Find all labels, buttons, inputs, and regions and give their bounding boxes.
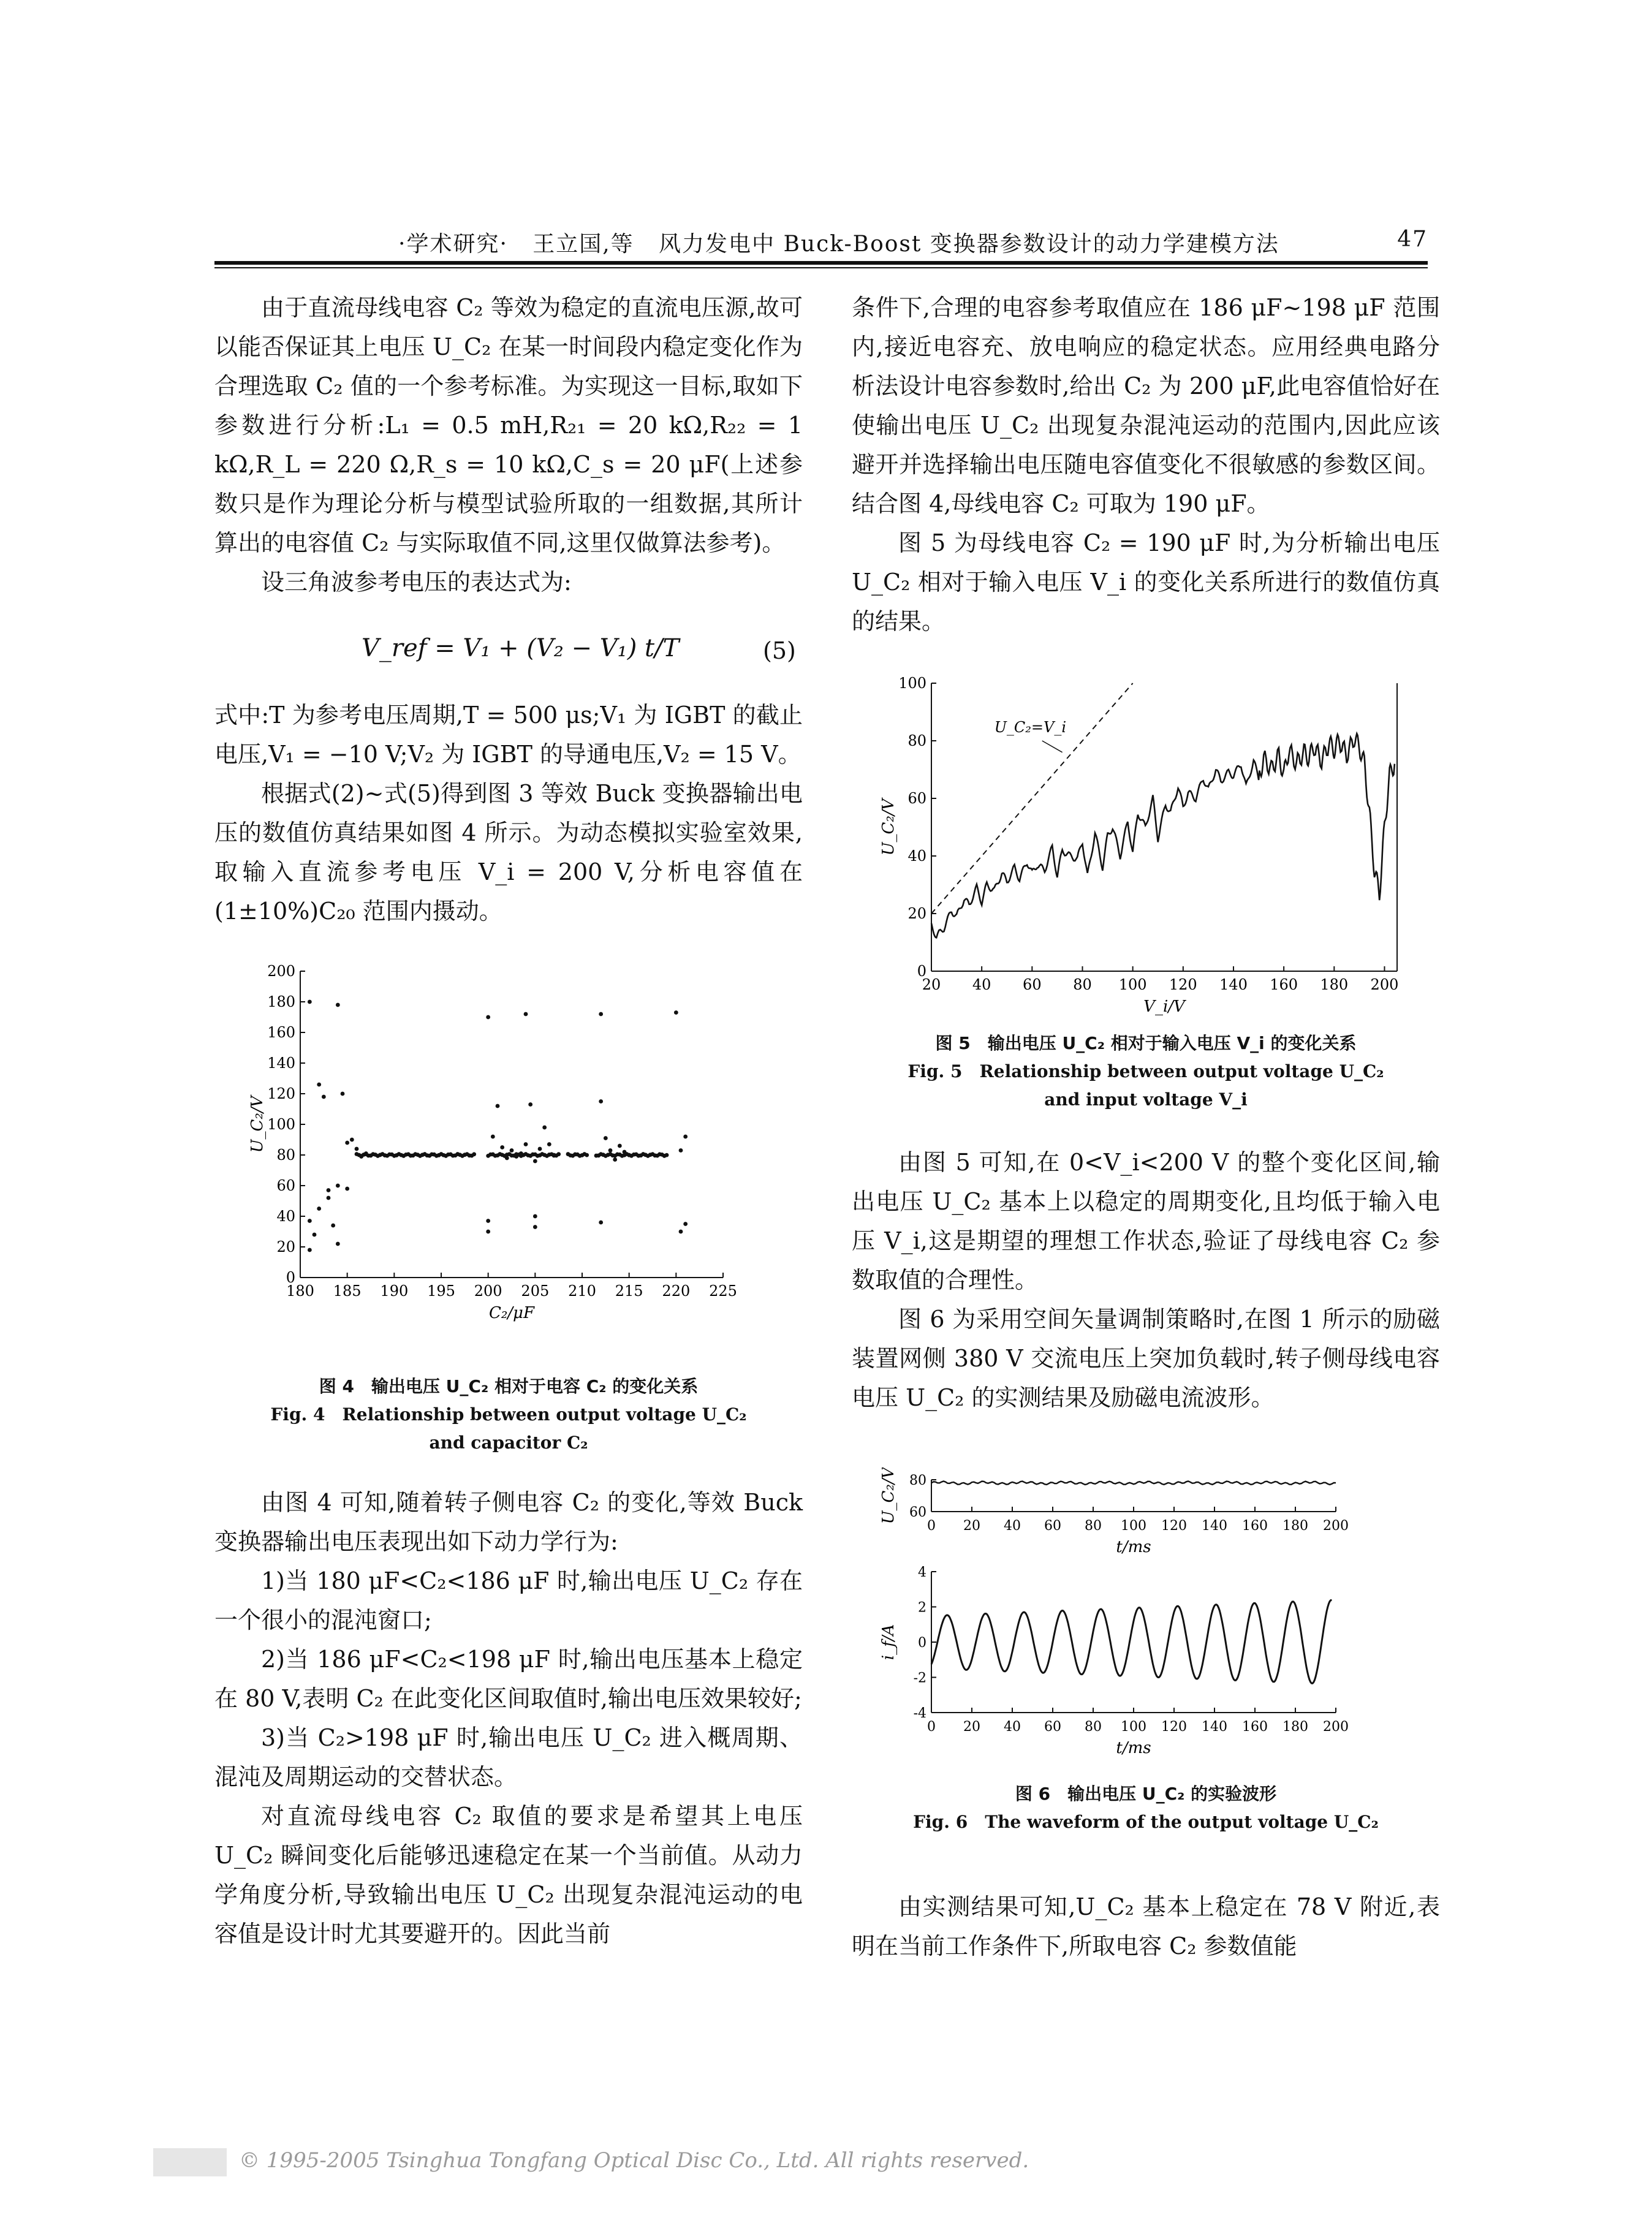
x-tick-label: 160 [1242, 1518, 1268, 1534]
x-tick-label: 100 [1121, 1719, 1146, 1735]
x-tick-label: 40 [972, 976, 991, 993]
y-tick-label: 0 [286, 1269, 295, 1286]
data-point [341, 1092, 345, 1096]
x-tick-label: 200 [474, 1282, 502, 1300]
fig6-caption-cn: 图 6 输出电压 U_C₂ 的实验波形 [1015, 1784, 1277, 1804]
x-tick-label: 100 [1121, 1518, 1146, 1534]
y-axis-label: U_C₂/V [248, 1096, 267, 1153]
paragraph: 对直流母线电容 C₂ 取值的要求是希望其上电压 U_C₂ 瞬间变化后能够迅速稳定在某一个当前值。从动力学角度分析,导致输出电压 U_C₂ 出现复杂混沌运动的电容值是设计时尤其要避开的。因此当前 [214, 1803, 803, 1947]
data-point [585, 1153, 589, 1157]
y-tick-label: 200 [267, 963, 295, 980]
data-point [608, 1148, 613, 1153]
data-point [599, 1099, 603, 1104]
data-point [519, 1151, 523, 1156]
data-point [683, 1222, 688, 1226]
x-tick-label: 140 [1219, 976, 1248, 993]
data-point [486, 1230, 490, 1234]
y-tick-label: 80 [907, 732, 926, 749]
data-point [533, 1159, 537, 1164]
x-tick-label: 20 [922, 976, 941, 993]
x-axis-label: V_i/V [1143, 998, 1185, 1016]
x-tick-label: 180 [286, 1282, 314, 1300]
data-point [331, 1224, 335, 1228]
right-column-bottom [852, 1887, 1440, 1966]
y-tick-label: 180 [267, 993, 295, 1010]
x-tick-label: 80 [1085, 1518, 1102, 1534]
x-tick-label: 20 [963, 1518, 980, 1534]
x-tick-label: 120 [1161, 1719, 1187, 1735]
figure-5-caption [852, 1029, 1440, 1114]
list-item: 1)当 180 μF<C₂<186 μF 时,输出电压 U_C₂ 存在一个很小的混沌窗口; [214, 1567, 803, 1634]
list-item: 2)当 186 μF<C₂<198 μF 时,输出电压基本上稳定在 80 V,表明 C₂ 在此变化区间取值时,输出电压效果较好; [214, 1646, 803, 1712]
x-tick-label: 210 [568, 1282, 596, 1300]
y-tick-label: 120 [267, 1085, 295, 1102]
fig4-caption-cn: 图 4 输出电压 U_C₂ 相对于电容 C₂ 的变化关系 [319, 1376, 699, 1396]
data-point [613, 1157, 617, 1162]
data-point [336, 1184, 340, 1188]
data-point [542, 1126, 547, 1130]
y-tick-label: 40 [907, 847, 926, 865]
x-tick-label: 200 [1370, 976, 1399, 993]
series-line-uc2 [931, 733, 1395, 937]
running-header [214, 222, 1428, 261]
data-point [599, 1012, 603, 1017]
data-point [528, 1102, 532, 1107]
paragraph: 式中:T 为参考电压周期,T = 500 μs;V₁ 为 IGBT 的截止电压,V₁ = −10 V;V₂ 为 IGBT 的导通电压,V₂ = 15 V。 [214, 702, 803, 768]
paragraph: 设三角波参考电压的表达式为: [261, 569, 572, 596]
data-point [496, 1104, 500, 1108]
data-point [364, 1151, 368, 1156]
fig5-caption-en-2: and input voltage V_i [1044, 1089, 1248, 1110]
x-tick-label: 180 [1283, 1719, 1308, 1735]
paragraph: 条件下,合理的电容参考取值应在 186 μF~198 μF 范围内,接近电容充、放电响应的稳定状态。应用经典电路分析法设计电容参数时,给出 C₂ 为 200 μF,此电容值恰好在使输出电压 U_C₂ 出现复杂混沌运动的范围内,因此应该避开并选择输出电压随电容值变化不很敏感的参数区间。结合图 4,母线电容 C₂ 可取为 190 μF。 [852, 294, 1440, 517]
header-section: ·学术研究· [398, 232, 508, 257]
y-tick-label: 20 [907, 905, 926, 922]
data-point [524, 1012, 528, 1017]
x-tick-label: 215 [615, 1282, 643, 1300]
copyright-text: © 1995-2005 Tsinghua Tongfang Optical Disc Co., Ltd. All rights reserved. [239, 2148, 1029, 2173]
fig6-caption-en: Fig. 6 The waveform of the output voltage U_C₂ [913, 1812, 1379, 1832]
paragraph: 根据式(2)~式(5)得到图 3 等效 Buck 变换器输出电压的数值仿真结果如图 4 所示。为动态模拟实验室效果,取输入直流参考电压 V_i = 200 V,分析电容值在(1±10%)C₂₀ 范围内摄动。 [214, 780, 803, 925]
data-point [683, 1135, 688, 1139]
x-tick-label: 140 [1202, 1719, 1227, 1735]
header-rule [214, 261, 1428, 265]
x-tick-label: 120 [1169, 976, 1197, 993]
x-tick-label: 0 [927, 1518, 936, 1534]
x-tick-label: 100 [1118, 976, 1147, 993]
data-point [524, 1142, 528, 1146]
data-point [359, 1154, 363, 1159]
figure-4-chart [233, 959, 772, 1345]
right-column-top [852, 288, 1440, 641]
y-axis-label: i_f/A [879, 1624, 898, 1660]
data-point [327, 1196, 331, 1200]
x-tick-label: 220 [662, 1282, 691, 1300]
page-number: 47 [1397, 227, 1428, 252]
data-point [514, 1154, 518, 1159]
copyright-footer [153, 2145, 1029, 2181]
x-tick-label: 160 [1270, 976, 1298, 993]
data-point [308, 1219, 312, 1223]
x-tick-label: 60 [1044, 1518, 1061, 1534]
figure-5-chart [870, 671, 1422, 1020]
header-authors: 王立国,等 [532, 232, 634, 257]
y-axis-label: U_C₂/V [879, 798, 898, 856]
x-tick-label: 80 [1073, 976, 1092, 993]
data-point [623, 1150, 627, 1154]
x-tick-label: 225 [709, 1282, 737, 1300]
equation: V_ref = V₁ + (V₂ − V₁) t/T [362, 634, 680, 662]
left-column-mid [214, 695, 803, 931]
fig4-caption-en-2: and capacitor C₂ [429, 1433, 588, 1453]
data-point [556, 1152, 561, 1156]
data-point [618, 1144, 622, 1148]
data-point [627, 1153, 631, 1157]
left-column-bottom [214, 1483, 803, 1953]
y-tick-label: 2 [918, 1600, 926, 1616]
x-tick-label: 180 [1320, 976, 1349, 993]
y-tick-label: 100 [267, 1116, 295, 1133]
data-point [674, 1010, 678, 1015]
x-tick-label: 0 [927, 1719, 936, 1735]
data-point [322, 1095, 326, 1099]
paragraph: 图 6 为采用空间矢量调制策略时,在图 1 所示的励磁装置网侧 380 V 交流电压上突加负载时,转子侧母线电容电压 U_C₂ 的实测结果及励磁电流波形。 [852, 1306, 1440, 1411]
data-point [604, 1136, 608, 1140]
x-tick-label: 140 [1202, 1518, 1227, 1534]
x-tick-label: 195 [427, 1282, 455, 1300]
y-tick-label: 0 [917, 963, 926, 980]
figure-6-chart [870, 1467, 1422, 1774]
data-point [317, 1206, 321, 1211]
reference-line-label: U_C₂=V_i [994, 718, 1067, 736]
y-tick-label: 60 [276, 1177, 295, 1194]
x-axis-label: t/ms [1116, 1739, 1151, 1757]
series-line-if [931, 1600, 1332, 1684]
data-point [491, 1135, 495, 1139]
data-point [486, 1219, 490, 1223]
header-rule-thin [214, 267, 1428, 268]
x-axis-label: t/ms [1116, 1538, 1151, 1556]
x-tick-label: 60 [1023, 976, 1042, 993]
data-point [500, 1145, 504, 1149]
y-tick-label: -4 [913, 1706, 926, 1721]
data-point [313, 1233, 317, 1237]
data-point [355, 1147, 359, 1151]
data-point [510, 1148, 514, 1153]
x-tick-label: 200 [1323, 1719, 1349, 1735]
header-run [398, 227, 1279, 258]
data-point [533, 1225, 537, 1229]
paragraph: 由实测结果可知,U_C₂ 基本上稳定在 78 V 附近,表明在当前工作条件下,所取电容 C₂ 参数值能 [852, 1893, 1440, 1959]
data-point [327, 1188, 331, 1192]
data-point [486, 1015, 490, 1020]
data-point [472, 1152, 476, 1156]
x-tick-label: 120 [1161, 1518, 1187, 1534]
x-tick-label: 40 [1004, 1719, 1021, 1735]
figure-6-caption [852, 1780, 1440, 1836]
series-line-uc2 [931, 1481, 1336, 1485]
data-point [505, 1156, 509, 1161]
y-tick-label: 160 [267, 1024, 295, 1041]
data-point [679, 1148, 683, 1153]
x-tick-label: 205 [521, 1282, 550, 1300]
header-title: 风力发电中 Buck-Boost 变换器参数设计的动力学建模方法 [659, 232, 1279, 257]
data-point [308, 1248, 312, 1252]
data-point [599, 1221, 603, 1225]
right-column-mid [852, 1143, 1440, 1417]
x-tick-label: 20 [963, 1719, 980, 1735]
paragraph: 由图 5 可知,在 0<V_i<200 V 的整个变化区间,输出电压 U_C₂ 基本上以稳定的周期变化,且均低于输入电压 V_i,这是期望的理想工作状态,验证了母线电容 C₂ 参数取值的合理性。 [852, 1149, 1440, 1293]
y-tick-label: 60 [907, 790, 926, 807]
label-leader [1042, 741, 1063, 752]
fig4-caption-en: Fig. 4 Relationship between output voltage U_C₂ [270, 1404, 747, 1425]
y-axis-label: U_C₂/V [879, 1467, 898, 1524]
y-tick-label: 80 [909, 1473, 926, 1488]
x-tick-label: 180 [1283, 1518, 1308, 1534]
x-tick-label: 190 [380, 1282, 409, 1300]
data-point [336, 1003, 340, 1007]
publisher-logo [153, 2148, 227, 2176]
data-point [552, 1153, 556, 1157]
x-tick-label: 200 [1323, 1518, 1349, 1534]
y-tick-label: 100 [898, 675, 926, 692]
y-tick-label: 0 [918, 1635, 926, 1651]
reference-line [931, 683, 1133, 914]
left-column-top [214, 288, 803, 602]
data-point [538, 1147, 542, 1151]
fig5-caption-en: Fig. 5 Relationship between output voltage U_C₂ [907, 1061, 1384, 1081]
paragraph: 由于直流母线电容 C₂ 等效为稳定的直流电压源,故可以能否保证其上电压 U_C₂ 在某一时间段内稳定变化作为合理选取 C₂ 值的一个参考标准。为实现这一目标,取如下参数进行分析:L₁ = 0.5 mH,R₂₁ = 20 kΩ,R₂₂ = 1 kΩ,R_L = 220 Ω,R_s = 10 kΩ,C_s = 20 μF(上述参数只是作为理论分析与模型试验所取的一组数据,其所计算出的电容值 C₂ 与实际取值不同,这里仅做算法参考)。 [214, 294, 803, 556]
y-tick-label: 20 [276, 1238, 295, 1255]
y-tick-label: 80 [276, 1146, 295, 1164]
x-tick-label: 40 [1004, 1518, 1021, 1534]
x-axis-label: C₂/μF [488, 1304, 535, 1322]
y-tick-label: 60 [909, 1505, 926, 1520]
data-point [308, 1000, 312, 1004]
figure-4-caption [214, 1373, 803, 1457]
paragraph: 图 5 为母线电容 C₂ = 190 μF 时,为分析输出电压 U_C₂ 相对于输入电压 V_i 的变化关系所进行的数值仿真的结果。 [852, 529, 1440, 635]
paragraph: 由图 4 可知,随着转子侧电容 C₂ 的变化,等效 Buck 变换器输出电压表现出如下动力学行为: [214, 1489, 803, 1555]
y-tick-label: 140 [267, 1055, 295, 1072]
equation-number: (5) [763, 637, 796, 664]
data-point [547, 1142, 551, 1146]
data-point [350, 1138, 354, 1142]
fig5-caption-cn: 图 5 输出电压 U_C₂ 相对于输入电压 V_i 的变化关系 [935, 1033, 1357, 1053]
y-tick-label: 4 [918, 1565, 926, 1580]
data-point [317, 1083, 321, 1087]
list-item: 3)当 C₂>198 μF 时,输出电压 U_C₂ 进入概周期、混沌及周期运动的交替状态。 [214, 1724, 803, 1790]
data-point [665, 1153, 669, 1157]
data-point [533, 1214, 537, 1219]
y-tick-label: 40 [276, 1208, 295, 1225]
data-point [345, 1141, 349, 1145]
data-point [336, 1242, 340, 1246]
x-tick-label: 160 [1242, 1719, 1268, 1735]
x-tick-label: 80 [1085, 1719, 1102, 1735]
x-tick-label: 60 [1044, 1719, 1061, 1735]
data-point [679, 1230, 683, 1234]
x-tick-label: 185 [333, 1282, 362, 1300]
data-point [345, 1187, 349, 1191]
y-tick-label: -2 [913, 1670, 926, 1686]
